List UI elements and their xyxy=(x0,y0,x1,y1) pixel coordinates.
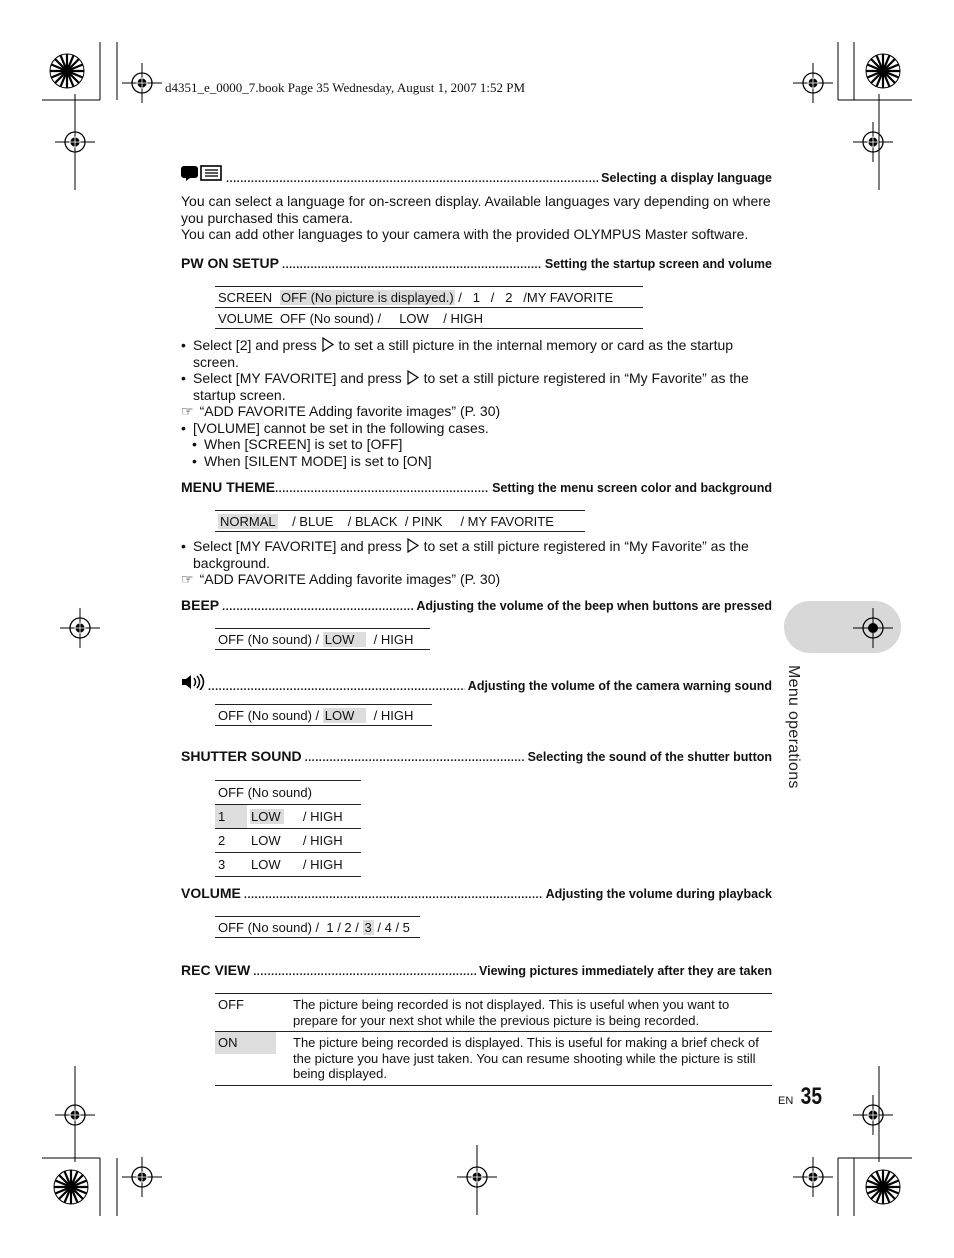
table-row xyxy=(215,805,361,829)
warning-sound-table xyxy=(215,704,432,726)
section-title: BEEP xyxy=(181,597,220,613)
rec-view-section xyxy=(181,962,772,978)
default-option: 3 xyxy=(364,920,372,935)
table-row xyxy=(215,308,643,329)
page-number xyxy=(778,1083,824,1111)
table-row xyxy=(215,1032,772,1086)
row-low: LOW xyxy=(247,853,300,877)
row-low xyxy=(247,805,300,829)
section-description: Adjusting the volume during playback xyxy=(545,887,772,901)
table-row xyxy=(215,287,643,308)
volume-table xyxy=(215,916,420,938)
pointing-hand-icon: ☞ xyxy=(181,403,194,419)
section-title: REC VIEW xyxy=(181,962,251,978)
table-row xyxy=(215,781,361,805)
row-label: VOLUME xyxy=(215,308,277,329)
shutter-sound-section xyxy=(181,748,772,764)
rec-view-table xyxy=(215,993,772,1086)
pw-on-setup-notes xyxy=(181,337,772,469)
row-options: OFF (No sound) / LOW / HIGH xyxy=(277,308,643,329)
row-number: 3 xyxy=(215,853,247,877)
reference-item: ☞ “ADD FAVORITE Adding favorite images” (P. 30) xyxy=(181,403,501,419)
table-row xyxy=(215,629,430,650)
sub-list-item: • When [SCREEN] is set to [OFF] xyxy=(181,436,772,453)
row-options: OFF (No sound) / LOW / HIGH xyxy=(215,629,430,650)
row-key: ON xyxy=(215,1032,276,1086)
list-item: • Select [2] and press to set a still picture in the internal memory or card as the startup screen. xyxy=(181,337,772,370)
language-code: EN xyxy=(778,1095,794,1107)
menu-theme-notes xyxy=(181,538,772,588)
language-section xyxy=(181,164,772,243)
section-description: Selecting a display language xyxy=(601,171,772,185)
row-high: / HIGH xyxy=(300,805,361,829)
default-option: LOW xyxy=(250,809,284,824)
table-row xyxy=(215,853,361,877)
beep-section xyxy=(181,597,772,613)
row-low: LOW xyxy=(247,829,300,853)
section-description: Viewing pictures immediately after they are taken xyxy=(479,964,772,978)
default-option: LOW xyxy=(323,708,367,723)
volume-section xyxy=(181,885,772,901)
section-description: Setting the menu screen color and background xyxy=(492,481,772,495)
table-row xyxy=(215,829,361,853)
row-options: OFF (No sound) xyxy=(215,781,361,805)
table-row xyxy=(215,511,585,532)
section-title: VOLUME xyxy=(181,885,241,901)
default-option: LOW xyxy=(323,632,367,647)
row-text: The picture being recorded is displayed. This is useful for making a brief check of the picture you have just taken. You can resume shooting while the picture is still being displayed. xyxy=(276,1032,772,1086)
pointing-hand-icon: ☞ xyxy=(181,571,194,587)
right-arrow-icon xyxy=(321,337,335,352)
section-title: MENU THEME xyxy=(181,479,276,495)
warning-sound-section xyxy=(181,674,772,693)
list-item: • [VOLUME] cannot be set in the following cases. xyxy=(181,420,772,437)
paragraph: You can select a language for on-screen display. Available languages vary depending on where you purchased this camera. xyxy=(181,193,771,226)
row-text: The picture being recorded is not displayed. This is useful when you want to prepare for your next shot while the previous picture is being recorded. xyxy=(276,994,772,1032)
section-description: Adjusting the volume of the camera warning sound xyxy=(467,679,772,693)
shutter-sound-table xyxy=(215,780,361,877)
row-key: OFF xyxy=(215,994,276,1032)
row-label: SCREEN xyxy=(215,287,277,308)
row-options: OFF (No sound) / LOW / HIGH xyxy=(215,705,432,726)
table-row xyxy=(215,705,432,726)
table-row xyxy=(215,917,420,938)
paragraph: You can add other languages to your camera with the provided OLYMPUS Master software. xyxy=(181,226,749,243)
section-title: PW ON SETUP xyxy=(181,255,280,271)
row-options: OFF (No sound) / 1 / 2 / 3 / 4 / 5 xyxy=(215,917,420,938)
row-number: 1 xyxy=(215,805,247,829)
row-options: NORMAL / BLUE / BLACK / PINK / MY FAVORITE xyxy=(215,511,585,532)
list-item: • Select [MY FAVORITE] and press to set a still picture registered in “My Favorite” as the startup screen. xyxy=(181,370,772,403)
sub-list-item: • When [SILENT MODE] is set to [ON] xyxy=(181,453,772,470)
pw-on-setup-section xyxy=(181,255,772,271)
row-high: / HIGH xyxy=(300,829,361,853)
list-item: • Select [MY FAVORITE] and press to set a still picture registered in “My Favorite” as the background. xyxy=(181,538,772,571)
book-header-line: d4351_e_0000_7.book Page 35 Wednesday, August 1, 2007 1:52 PM xyxy=(165,80,526,95)
section-description: Setting the startup screen and volume xyxy=(544,257,772,271)
pw-on-setup-table xyxy=(215,286,643,329)
language-icon xyxy=(181,164,223,182)
default-option: OFF (No picture is displayed.) xyxy=(281,290,454,305)
table-row xyxy=(215,994,772,1032)
tab-reg-mark xyxy=(853,608,893,648)
default-option: NORMAL xyxy=(220,514,276,529)
beep-table xyxy=(215,628,430,650)
menu-theme-section xyxy=(181,479,772,495)
section-description: Selecting the sound of the shutter button xyxy=(527,750,772,764)
right-arrow-icon xyxy=(406,538,420,553)
menu-theme-table xyxy=(215,510,585,532)
page-number-value: 35 xyxy=(800,1083,822,1110)
row-number: 2 xyxy=(215,829,247,853)
reference-item: ☞ “ADD FAVORITE Adding favorite images” (P. 30) xyxy=(181,571,501,587)
section-description: Adjusting the volume of the beep when buttons are pressed xyxy=(416,599,772,613)
section-title: SHUTTER SOUND xyxy=(181,748,302,764)
row-high: / HIGH xyxy=(300,853,361,877)
speaker-icon xyxy=(181,674,205,690)
side-section-label: Menu operations xyxy=(785,665,802,789)
right-arrow-icon xyxy=(406,370,420,385)
row-options: OFF (No picture is displayed.) / 1 / 2 /MY FAVORITE xyxy=(277,287,643,308)
